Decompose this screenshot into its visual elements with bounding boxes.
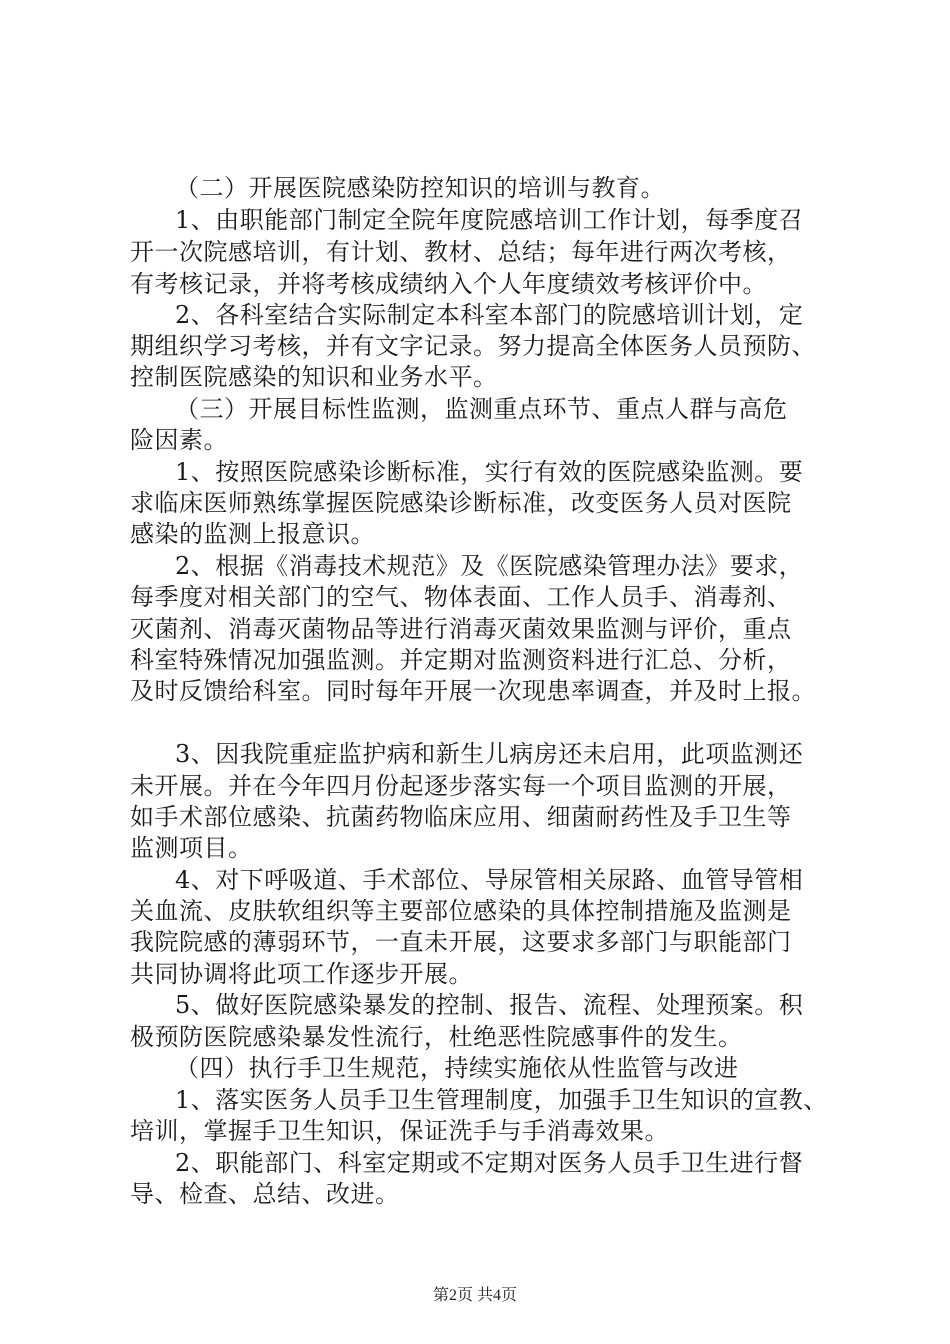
section-heading: （三）开展目标性监测，监测重点环节、重点人群与高危: [175, 395, 788, 423]
paragraph-line: 导、检查、总结、改进。: [130, 1180, 400, 1208]
paragraph-line: 2、职能部门、科室定期或不定期对医务人员手卫生进行督: [175, 1149, 804, 1177]
paragraph-line: 监测项目。: [130, 834, 253, 862]
paragraph-line: 1、按照医院感染诊断标准，实行有效的医院感染监测。要: [175, 458, 804, 486]
paragraph-line: 有考核记录，并将考核成绩纳入个人年度绩效考核评价中。: [130, 270, 767, 298]
paragraph-line: 灭菌剂、消毒灭菌物品等进行消毒灭菌效果监测与评价，重点: [130, 615, 792, 643]
paragraph-line: 开一次院感培训，有计划、教材、总结；每年进行两次考核，: [130, 238, 792, 266]
paragraph-line: 1、由职能部门制定全院年度院感培训工作计划，每季度召: [175, 206, 804, 234]
paragraph-line: 1、落实医务人员手卫生管理制度，加强手卫生知识的宣教、: [175, 1086, 828, 1114]
paragraph-line: 培训，掌握手卫生知识，保证洗手与手消毒效果。: [130, 1117, 669, 1145]
section-heading-continuation: 险因素。: [130, 426, 228, 454]
section-heading: （二）开展医院感染防控知识的培训与教育。: [175, 174, 665, 202]
paragraph-line: 共同协调将此项工作逐步开展。: [130, 960, 473, 988]
paragraph-line: 期组织学习考核，并有文字记录。努力提高全体医务人员预防、: [130, 332, 816, 360]
page-footer: 第2页 共4页: [432, 1287, 517, 1304]
paragraph-line: 科室特殊情况加强监测。并定期对监测资料进行汇总、分析，: [130, 646, 792, 674]
paragraph-line: 控制医院感染的知识和业务水平。: [130, 363, 498, 391]
paragraph-line: 关血流、皮肤软组织等主要部位感染的具体控制措施及监测是: [130, 897, 792, 925]
section-heading: （四）执行手卫生规范，持续实施依从性监管与改进: [175, 1054, 739, 1082]
paragraph-line: 2、各科室结合实际制定本科室本部门的院感培训计划，定: [175, 301, 804, 329]
paragraph-line: 我院院感的薄弱环节，一直未开展，这要求多部门与职能部门: [130, 928, 792, 956]
paragraph-line: 3、因我院重症监护病和新生儿病房还未启用，此项监测还: [175, 740, 804, 768]
paragraph-line: 求临床医师熟练掌握医院感染诊断标准，改变医务人员对医院: [130, 489, 792, 517]
paragraph-line: 如手术部位感染、抗菌药物临床应用、细菌耐药性及手卫生等: [130, 803, 792, 831]
paragraph-line: 5、做好医院感染暴发的控制、报告、流程、处理预案。积: [175, 991, 804, 1019]
paragraph-line: 感染的监测上报意识。: [130, 520, 375, 548]
paragraph-line: 及时反馈给科室。同时每年开展一次现患率调查，并及时上报。: [130, 677, 816, 705]
paragraph-line: 每季度对相关部门的空气、物体表面、工作人员手、消毒剂、: [130, 583, 792, 611]
paragraph-line: 未开展。并在今年四月份起逐步落实每一个项目监测的开展，: [130, 772, 792, 800]
paragraph-line: 2、根据《消毒技术规范》及《医院感染管理办法》要求，: [175, 552, 804, 580]
paragraph-line: 4、对下呼吸道、手术部位、导尿管相关尿路、血管导管相: [175, 866, 804, 894]
paragraph-line: 极预防医院感染暴发性流行，杜绝恶性院感事件的发生。: [130, 1023, 743, 1051]
